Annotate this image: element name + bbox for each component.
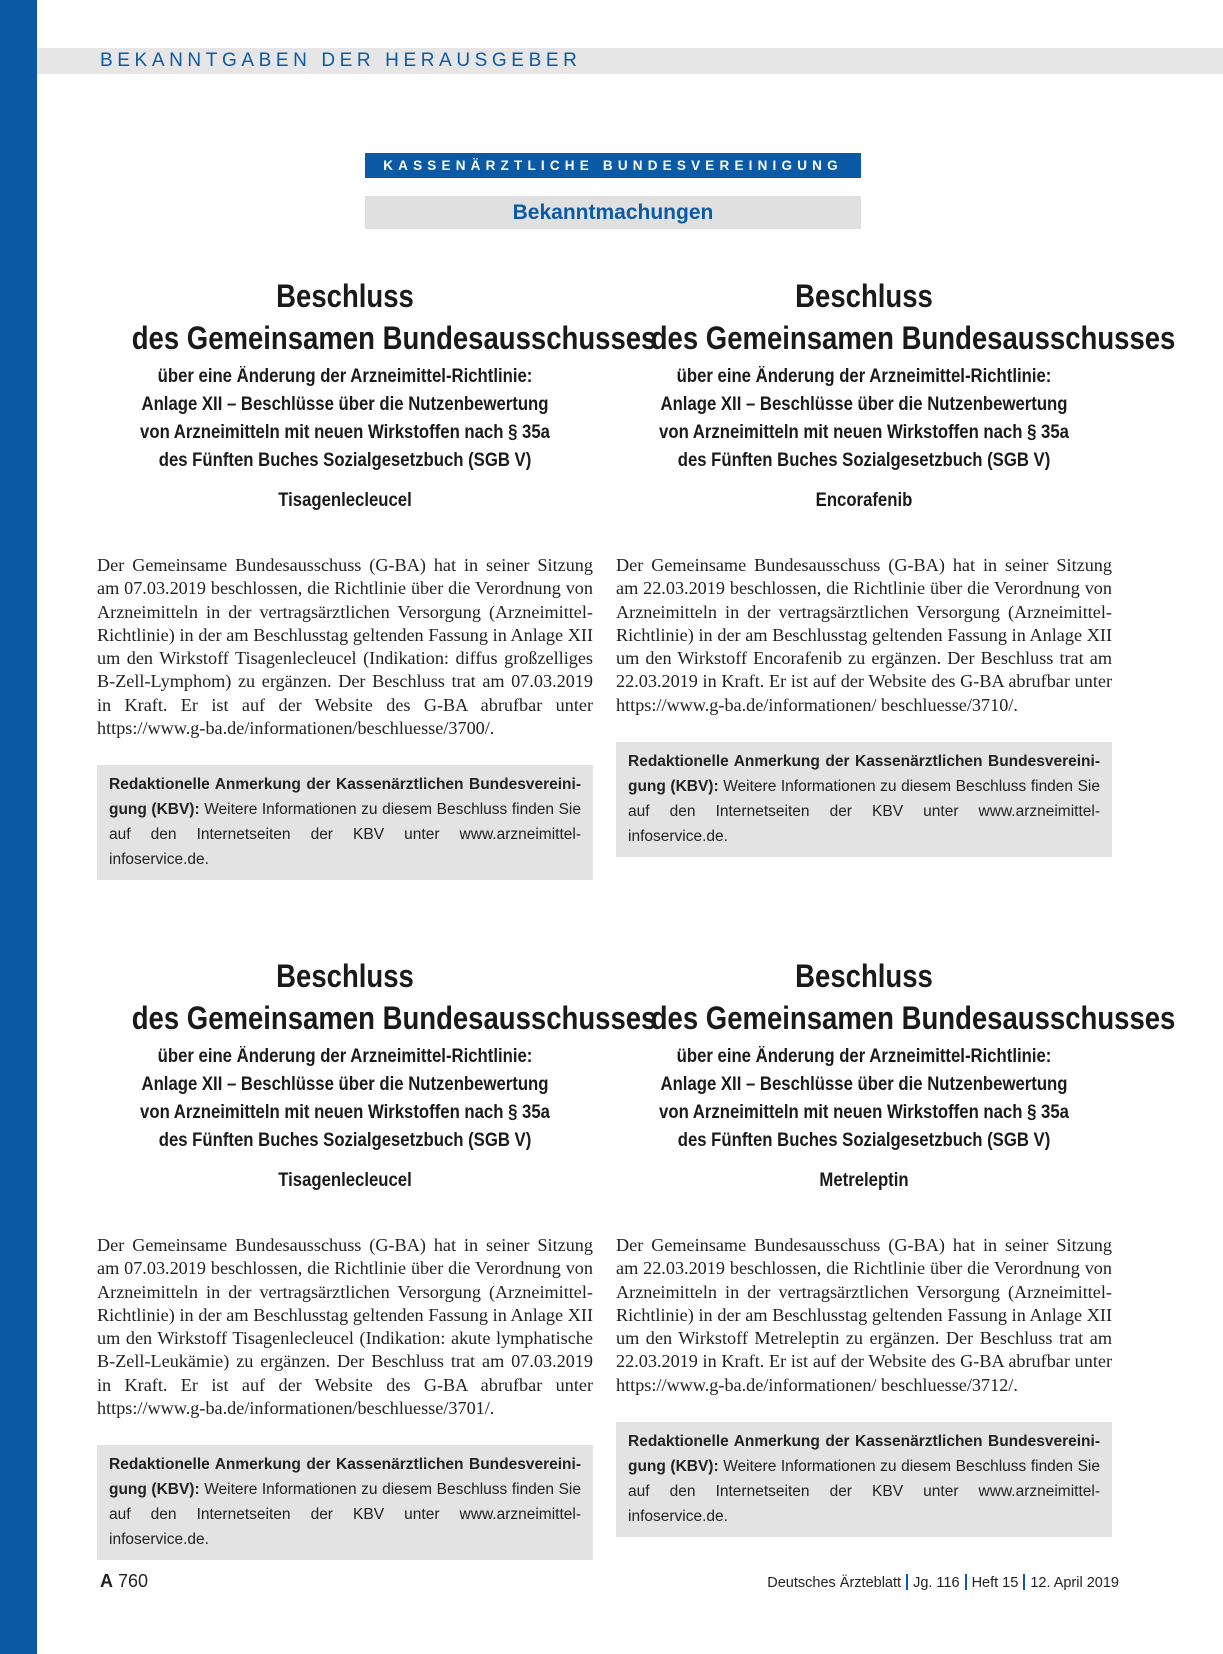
subtitle-line: Anlage XII – Beschlüsse über die Nutzenbewertung [141,1074,549,1095]
subtitle-line: des Fünften Buches Sozialgesetzbuch (SGB V) [677,450,1051,471]
subtitle-line: von Arzneimitteln mit neuen Wirkstoffen nach § 35a [140,1102,550,1123]
article-subtitle [646,363,1082,475]
article-title [650,955,1176,1039]
journal-issue: Heft 15 [971,1575,1019,1591]
footer-separator [1023,1574,1025,1590]
drug-name: Tisagenlecleucel [278,490,412,511]
subtitle-line: von Arzneimitteln mit neuen Wirkstoffen nach § 35a [659,1102,1069,1123]
editorial-note [97,1445,593,1560]
article-subtitle [646,1043,1082,1155]
article-title-line: des Gemeinsamen Bundesausschusses [131,1000,657,1036]
subtitle-line: von Arzneimitteln mit neuen Wirkstoffen nach § 35a [659,422,1069,443]
article-title-line: des Gemeinsamen Bundesausschusses [650,1000,1176,1036]
journal-volume: Jg. 116 [913,1575,960,1591]
journal-date: 12. April 2019 [1030,1575,1119,1591]
article-title-line: Beschluss [276,278,414,314]
editorial-note-lead: Redaktionelle Anmerkung der Kassenärztlichen Bundesvereinigung (KBV): [109,1456,581,1499]
article-title-line: Beschluss [795,958,933,994]
subtitle-line: Anlage XII – Beschlüsse über die Nutzenbewertung [660,394,1068,415]
article-subtitle [127,363,563,475]
article-tisagenlecleucel-dlbcl [97,275,657,880]
article-title-line: des Gemeinsamen Bundesausschusses [650,320,1176,356]
journal-footer [767,1574,1119,1591]
journal-name: Deutsches Ärzteblatt [767,1575,902,1591]
page-number-value: 760 [118,1571,149,1591]
editorial-note [616,1422,1112,1537]
subtitle-line: des Fünften Buches Sozialgesetzbuch (SGB V) [158,450,532,471]
subtitle-line: Anlage XII – Beschlüsse über die Nutzenbewertung [660,1074,1068,1095]
editorial-note-lead: Redaktionelle Anmerkung der Kassenärztlichen Bundesvereinigung (KBV): [628,753,1100,796]
subtitle-line: des Fünften Buches Sozialgesetzbuch (SGB V) [158,1130,532,1151]
subtitle-line: von Arzneimitteln mit neuen Wirkstoffen nach § 35a [140,422,550,443]
article-body: Der Gemeinsame Bundesausschuss (G-BA) hat in seiner Sitzung am 22.03.2019 beschlossen, die Richtlinie über die Verordnung von Arzneimitteln in der vertragsärztlichen Versorgung (Arzneimittel-Richtlinie) in der am Beschlusstag geltenden Fassung in Anlage XII um den Wirkstoff Metreleptin zu ergänzen. Der Beschluss trat am 22.03.2019 in Kraft. Er ist auf der Website des G-BA abrufbar unter https://www.g-ba.de/informationen/ beschluesse/3712/. [616,1235,1112,1395]
organization-label: KASSENÄRZTLICHE BUNDESVEREINIGUNG [365,153,861,178]
article-metreleptin [616,955,1176,1537]
subtitle-line: Anlage XII – Beschlüsse über die Nutzenbewertung [141,394,549,415]
article-subtitle [127,1043,563,1155]
article-title [131,955,657,1039]
editorial-note [616,742,1112,857]
editorial-note [97,765,593,880]
article-body: Der Gemeinsame Bundesausschuss (G-BA) hat in seiner Sitzung am 22.03.2019 beschlossen, die Richtlinie über die Verordnung von Arzneimitteln in der vertragsärztlichen Versorgung (Arzneimittel-Richtlinie) in der am Beschlusstag geltenden Fassung in Anlage XII um den Wirkstoff Encorafenib zu ergänzen. Der Beschluss trat am 22.03.2019 in Kraft. Er ist auf der Website des G-BA abrufbar unter https://www.g-ba.de/informationen/ beschluesse/3710/. [616,555,1112,715]
page-prefix: A [100,1571,113,1591]
publication-type-label: Bekanntmachungen [365,196,861,229]
editorial-note-lead: Redaktionelle Anmerkung der Kassenärztlichen Bundesvereinigung (KBV): [109,776,581,819]
article-encorafenib [616,275,1176,857]
article-title-line: Beschluss [276,958,414,994]
drug-name: Metreleptin [819,1170,909,1191]
editorial-note-text: Weitere Informationen zu diesem Beschluss finden Sie auf den Internetseiten der KBV unter www.arzneimittel-infoservice.de. [109,801,581,869]
drug-name: Encorafenib [815,490,913,511]
editorial-note-lead: Redaktionelle Anmerkung der Kassenärztlichen Bundesvereinigung (KBV): [628,1433,1100,1476]
article-title-line: des Gemeinsamen Bundesausschusses [131,320,657,356]
article-title [131,275,657,359]
subtitle-line: des Fünften Buches Sozialgesetzbuch (SGB V) [677,1130,1051,1151]
subtitle-line: über eine Änderung der Arzneimittel-Richtlinie: [676,1046,1052,1067]
article-title-line: Beschluss [795,278,933,314]
footer-separator [965,1574,967,1590]
editorial-note-text: Weitere Informationen zu diesem Beschluss finden Sie auf den Internetseiten der KBV unter www.arzneimittel-infoservice.de. [109,1481,581,1549]
editorial-note-text: Weitere Informationen zu diesem Beschluss finden Sie auf den Internetseiten der KBV unter www.arzneimittel-infoservice.de. [628,1458,1100,1526]
article-body: Der Gemeinsame Bundesausschuss (G-BA) hat in seiner Sitzung am 07.03.2019 beschlossen, die Richtlinie über die Verordnung von Arzneimitteln in der vertragsärztlichen Versorgung (Arzneimittel-Richtlinie) in der am Beschlusstag geltenden Fassung in Anlage XII um den Wirkstoff Tisagenlecleucel (Indikation: diffus großzelliges B-Zell-Lymphom) zu ergänzen. Der Beschluss trat am 07.03.2019 in Kraft. Er ist auf der Website des G-BA abrufbar unter https://www.g-ba.de/informationen/beschluesse/3700/. [97,555,593,739]
drug-name: Tisagenlecleucel [278,1170,412,1191]
left-accent-bar [0,0,37,1654]
page-number [100,1571,148,1592]
subtitle-line: über eine Änderung der Arzneimittel-Richtlinie: [676,366,1052,387]
subtitle-line: über eine Änderung der Arzneimittel-Richtlinie: [157,1046,533,1067]
section-title: BEKANNTGABEN DER HERAUSGEBER [100,50,582,71]
article-title [650,275,1176,359]
footer-separator [906,1574,908,1590]
article-tisagenlecleucel-all [97,955,657,1560]
article-body: Der Gemeinsame Bundesausschuss (G-BA) hat in seiner Sitzung am 07.03.2019 beschlossen, die Richtlinie über die Verordnung von Arzneimitteln in der vertragsärztlichen Versorgung (Arzneimittel-Richtlinie) in der am Beschlusstag geltenden Fassung in Anlage XII um den Wirkstoff Tisagenlecleucel (Indikation: akute lymphatische B-Zell-Leukämie) zu ergänzen. Der Beschluss trat am 07.03.2019 in Kraft. Er ist auf der Website des G-BA abrufbar unter https://www.g-ba.de/informationen/beschluesse/3701/. [97,1235,593,1419]
editorial-note-text: Weitere Informationen zu diesem Beschluss finden Sie auf den Internetseiten der KBV unter www.arzneimittel-infoservice.de. [628,778,1100,846]
subtitle-line: über eine Änderung der Arzneimittel-Richtlinie: [157,366,533,387]
